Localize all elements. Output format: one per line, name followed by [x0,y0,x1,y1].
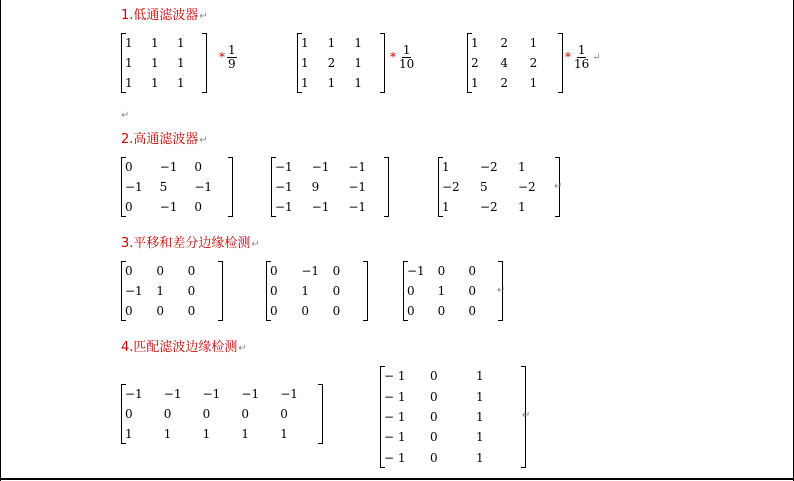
bracket-right [558,33,563,93]
page-border-left [0,0,1,481]
paragraph-mark: ↵ [497,285,506,296]
lowpass-scale-3 [565,44,601,70]
matrix-cell: 0 [125,264,133,278]
matrix-cell: 0 [156,304,164,318]
matrix-cell: 1 [151,56,159,70]
matrix-cell: − 1 [384,450,406,465]
matrix-cell: 1 [241,427,250,441]
matrix-cell: −1 [348,180,367,194]
matrix-cell: 0 [468,284,476,298]
heading-shift-diff-text: 3.平移和差分边缘检测 [121,236,251,251]
paragraph-mark: ↵ [199,11,208,22]
matrix-cell: 1 [301,56,309,70]
matrix-cell: 1 [280,427,288,441]
matrix-cell: − 1 [384,389,406,404]
matrix-cell: 1 [471,76,479,90]
heading-highpass [121,128,208,147]
matrix-cell: 1 [156,284,164,298]
matrix-cell: 1 [354,56,362,70]
matrix-cell: 4 [500,56,508,70]
matrix-cell: 1 [476,369,484,384]
matrix-cell: 0 [125,160,133,174]
bracket-left [121,157,126,217]
matrix-cell: 0 [194,200,202,214]
bracket-right [318,384,323,444]
matrix-cell: 1 [518,160,526,174]
lowpass-matrix-1 [121,33,207,93]
bracket-left [121,384,126,444]
matrix-cell: 0 [407,284,415,298]
matched-matrix-vertical [380,366,526,468]
matrix-cell: 0 [332,264,341,278]
matrix-cell: 1 [437,284,446,298]
matrix-cell: 0 [430,450,438,465]
matrix-cell: 1 [125,76,133,90]
lowpass-matrix-2 [297,33,385,93]
matrix-cell: −1 [125,387,143,401]
bracket-left [121,33,126,93]
matrix-cell: − 1 [384,430,406,445]
matrix-cell: 0 [437,304,446,318]
heading-shift-diff [121,232,260,251]
matrix-cell: 0 [437,264,446,278]
matrix-cell: 0 [280,407,288,421]
heading-matched-text: 4.匹配滤波边缘检测 [121,340,238,355]
matrix-cell: −1 [202,387,221,401]
heading-lowpass-text: 1.低通滤波器 [121,8,199,23]
matrix-cell: −1 [125,284,143,298]
matrix-cell: 0 [430,369,438,384]
matrix-cell: 0 [125,304,133,318]
matrix-cell: − 1 [384,369,406,384]
matrix-cell: 2 [471,56,479,70]
matrix-cell: −1 [159,160,178,174]
matrix-cell: 5 [480,180,488,194]
matrix-cell: 1 [177,76,185,90]
paragraph-mark: ↵ [522,410,531,421]
bracket-right [363,261,368,321]
matrix-cell: 2 [327,56,336,70]
lowpass-scale-1 [219,44,237,70]
matrix-cell: 0 [407,304,415,318]
matrix-cell: −1 [163,387,182,401]
matrix-cell: −1 [125,180,143,194]
lowpass-scale-2 [390,44,415,70]
matrix-cell: 1 [354,76,362,90]
matrix-cell: 2 [500,36,508,50]
multiply-star: * [565,50,571,65]
matrix-cell: 1 [476,389,484,404]
matrix-cell: 1 [177,36,185,50]
matrix-cell: 1 [476,409,484,424]
matrix-cell: −1 [280,387,298,401]
matrix-cell: 0 [187,264,196,278]
matrix-cell: 1 [301,76,309,90]
matrix-cell: −1 [348,200,367,214]
bracket-left [297,33,302,93]
matrix-cell: 1 [442,160,450,174]
matrix-cell: 0 [202,407,211,421]
matrix-cell: 1 [177,56,185,70]
matrix-cell: 1 [151,76,159,90]
lowpass-matrix-3 [467,33,563,93]
bracket-left [121,261,126,321]
paragraph-mark: ↵ [238,343,247,354]
bracket-left [438,157,443,217]
matrix-cell: 0 [241,407,250,421]
matrix-cell: 1 [202,427,211,441]
matrix-cell: −1 [194,180,213,194]
matrix-cell: 0 [270,304,278,318]
bracket-right [380,33,385,93]
bracket-left [271,157,276,217]
matrix-cell: 0 [468,304,476,318]
heading-matched [121,336,247,355]
matrix-cell: −1 [275,200,293,214]
matrix-cell: 0 [125,200,133,214]
highpass-matrix-2 [271,157,389,217]
matrix-cell: 9 [311,180,320,194]
matrix-cell: 0 [468,264,476,278]
fraction-denominator: 16 [574,56,590,71]
highpass-matrix-1 [121,157,233,217]
matrix-cell: 1 [327,36,336,50]
matrix-cell: 1 [301,284,309,298]
matrix-cell: 1 [125,56,133,70]
fraction-numerator: 1 [577,43,586,57]
matrix-cell: 1 [327,76,336,90]
matrix-cell: 1 [476,450,484,465]
matrix-cell: 0 [430,389,438,404]
matrix-cell: 0 [270,264,278,278]
page-border-bottom [0,478,794,480]
matrix-cell: 0 [163,407,172,421]
bracket-left [266,261,271,321]
matrix-cell: 0 [332,304,341,318]
matrix-cell: 1 [471,36,479,50]
matrix-cell: 1 [125,36,133,50]
matrix-cell: −2 [480,160,498,174]
matrix-cell: −1 [311,160,330,174]
matrix-cell: 0 [187,304,196,318]
paragraph-mark: ↵ [251,239,260,250]
matrix-cell: 1 [442,200,450,214]
paragraph-mark: ↵ [592,51,601,63]
heading-lowpass [121,4,208,23]
matrix-cell: 0 [430,430,438,445]
bracket-right [202,33,207,93]
matrix-cell: −1 [407,264,425,278]
paragraph-mark: ↵ [121,110,130,121]
paragraph-mark: ↵ [554,181,563,192]
matrix-cell: 5 [159,180,168,194]
bracket-right [384,157,389,217]
matrix-cell: 0 [332,284,341,298]
matrix-cell: 1 [529,36,538,50]
matrix-cell: 1 [163,427,172,441]
multiply-star: * [219,50,225,65]
matrix-cell: − 1 [384,409,406,424]
matrix-cell: 1 [518,200,526,214]
matrix-cell: 0 [270,284,278,298]
matrix-cell: −2 [480,200,498,214]
matrix-cell: 2 [500,76,508,90]
fraction-numerator: 1 [402,43,411,57]
fraction-denominator: 10 [399,56,415,71]
multiply-star: * [390,50,396,65]
matrix-cell: 1 [125,427,133,441]
bracket-right [228,157,233,217]
shift-matrix-3 [403,261,506,321]
shift-matrix-2 [266,261,368,321]
matrix-cell: −1 [311,200,330,214]
matrix-cell: −1 [275,180,293,194]
matrix-cell: 0 [187,284,196,298]
bracket-right [218,261,223,321]
matrix-cell: 1 [354,36,362,50]
fraction-numerator: 1 [228,43,236,57]
heading-highpass-text: 2.高通滤波器 [121,132,199,147]
matrix-cell: −1 [348,160,367,174]
matrix-cell: −2 [518,180,536,194]
bracket-left [403,261,408,321]
bracket-left [467,33,472,93]
matrix-cell: 0 [156,264,164,278]
matrix-cell: −1 [159,200,178,214]
matrix-cell: 0 [430,409,438,424]
bracket-left [380,366,385,468]
matrix-cell: 1 [529,76,538,90]
highpass-matrix-3 [438,157,563,217]
matrix-cell: −1 [241,387,260,401]
matrix-cell: 2 [529,56,538,70]
matrix-cell: −1 [275,160,293,174]
fraction-denominator: 9 [228,56,236,71]
matched-matrix-horizontal [121,384,323,444]
matrix-cell: 1 [151,36,159,50]
matrix-cell: 1 [301,36,309,50]
matrix-cell: 0 [194,160,202,174]
shift-matrix-1 [121,261,223,321]
matrix-cell: 0 [125,407,133,421]
matrix-cell: −1 [301,264,320,278]
matrix-cell: 1 [476,430,484,445]
matrix-cell: 0 [301,304,309,318]
matrix-cell: −2 [442,180,460,194]
paragraph-mark: ↵ [199,135,208,146]
